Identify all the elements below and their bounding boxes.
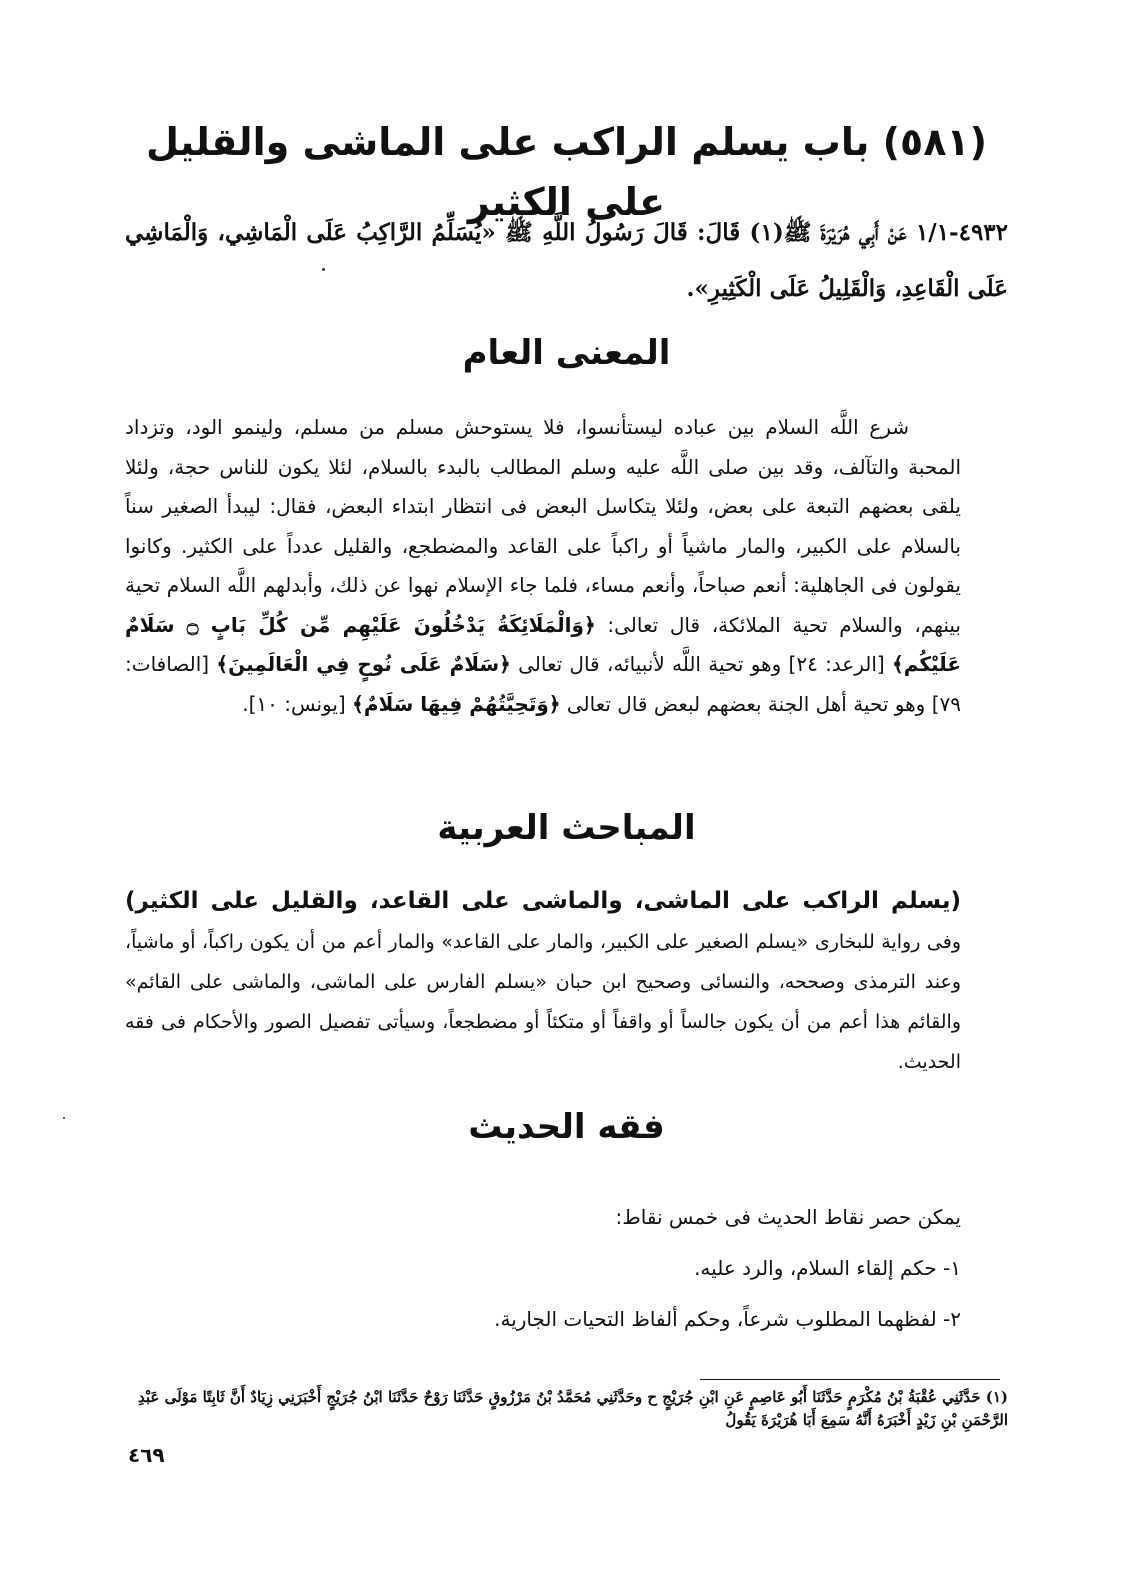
fiqh-intro: يمكن حصر نقاط الحديث فى خمس نقاط: bbox=[615, 1205, 961, 1229]
chapter-title: (٥٨١) باب يسلم الراكب على الماشى والقليل على الكثير bbox=[146, 120, 987, 224]
arabic-studies-text: وفى رواية للبخارى «يسلم الصغير على الكبير، والمار على القاعد» والمار أعم من أن يكون راكباً، أو ماشياً، وعند الترمذى وصححه، والنسائى وصحيح ابن حبان «يسلم الفارس على الماشى، والماشى على القائم» والقائم هذا أعم من أن يكون جالساً أو واقفاً أو متكئاً أو مضطجعاً، وسيأتى تفصيل الصور والأحكام فى فقه الحديث. bbox=[125, 931, 961, 1073]
hadith-text bbox=[125, 205, 1008, 317]
page-number: ٤٦٩ bbox=[128, 1443, 165, 1467]
general-meaning-text-2: وهو تحية اللَّه لأنبيائه، قال تعالى bbox=[510, 652, 782, 676]
quran-reference-1: [الرعد: ٢٤] bbox=[781, 652, 892, 676]
hadith-phrase-bold: (يسلم الراكب على الماشى، والماشى على القاعد، والقليل على الكثير) bbox=[125, 888, 961, 914]
section-heading-arabic-studies: المباحث العربية bbox=[437, 808, 696, 848]
quran-verse-3: ﴿وَتَحِيَّتُهُمْ فِيهَا سَلَامٌ﴾ bbox=[352, 691, 561, 716]
fiqh-points-list bbox=[125, 1192, 961, 1345]
section-heading-general-meaning: المعنى العام bbox=[462, 333, 671, 373]
footnote: (١) حَدَّثَنِي عُقْبَةُ بْنُ مُكْرَمٍ حَدَّثَنَا أَبُو عَاصِمٍ عَنِ ابْنِ جُرَيْجٍ ح وحَدَّثَنِي مُحَمَّدُ بْنُ مَرْزُوقٍ حَدَّثَنَا رَوْحٌ حَدَّثَنَا ابْنُ جُرَيْجٍ أَخْبَرَنِي زِيَادٌ أَنَّ ثَابِتًا مَوْلَى عَبْدِ الرَّحْمَنِ بْنِ زَيْدٍ أَخْبَرَهُ أَنَّهُ سَمِعَ أَبَا هُرَيْرَةَ يَقُولُ bbox=[138, 1388, 1008, 1429]
hadith-number: ٤٩٣٢-١/١ bbox=[915, 219, 1009, 246]
quran-reference-2: [الصافات: ٧٩] bbox=[125, 652, 961, 716]
fiqh-point: ٢- لفظهما المطلوب شرعاً، وحكم ألفاظ التحيات الجارية. bbox=[494, 1307, 961, 1331]
print-speck bbox=[63, 1117, 65, 1119]
quran-reference-3: [يونس: ١٠]. bbox=[242, 691, 353, 716]
general-meaning-text-3: وهو تحية أهل الجنة بعضهم لبعض قال تعالى bbox=[560, 691, 926, 716]
general-meaning-text-1: شرع اللَّه السلام بين عباده ليستأنسوا، فلا يستوحش مسلم من مسلم، ولينمو الود، وتزداد المحبة والتآلف، وقد بين صلى اللَّه عليه وسلم المطالب بالبدء بالسلام، لئلا يكون للناس حجة، ولئلا يلقى بعضهم التبعة على بعض، ولئلا يتكاسل البعض فى انتظار ابتداء البعض، فقال: ليبدأ الصغير سناً بالسلام على الكبير، والمار ماشياً أو راكباً على القاعد والمضطجع، والقليل عدداً على الكثير. وكانوا يقولون فى الجاهلية: أنعم صباحاً، وأنعم مساء، فلما جاء الإسلام نهوا عن ذلك، وأبدلهم اللَّه السلام تحية بينهم، والسلام تحية الملائكة، قال تعالى: bbox=[125, 415, 961, 637]
general-meaning-paragraph bbox=[125, 408, 961, 724]
footnote-divider bbox=[700, 1379, 1000, 1380]
quran-verse-2: ﴿سَلَامٌ عَلَى نُوحٍ فِي الْعَالَمِينَ﴾ bbox=[216, 652, 511, 676]
quran-verse-1: ﴿وَالْمَلَائِكَةُ يَدْخُلُونَ عَلَيْهِم مِّن كُلِّ بَابٍ ۝ سَلَامٌ عَلَيْكُم﴾ bbox=[125, 612, 962, 676]
arabic-studies-paragraph bbox=[125, 881, 961, 1082]
fiqh-point: ١- حكم إلقاء السلام، والرد عليه. bbox=[694, 1256, 961, 1280]
hadith-body: عَنْ أَبِي هُرَيْرَةَ ﷺ(١) قَالَ: قَالَ رَسُولُ اللَّهِ ﷺ «يُسَلِّمُ الرَّاكِبُ عَلَى الْمَاشِي، وَالْمَاشِي عَلَى الْقَاعِدِ، وَالْقَلِيلُ عَلَى الْكَثِيرِ». bbox=[125, 219, 1008, 302]
print-speck bbox=[322, 268, 325, 271]
section-heading-fiqh: فقه الحديث bbox=[468, 1107, 665, 1147]
